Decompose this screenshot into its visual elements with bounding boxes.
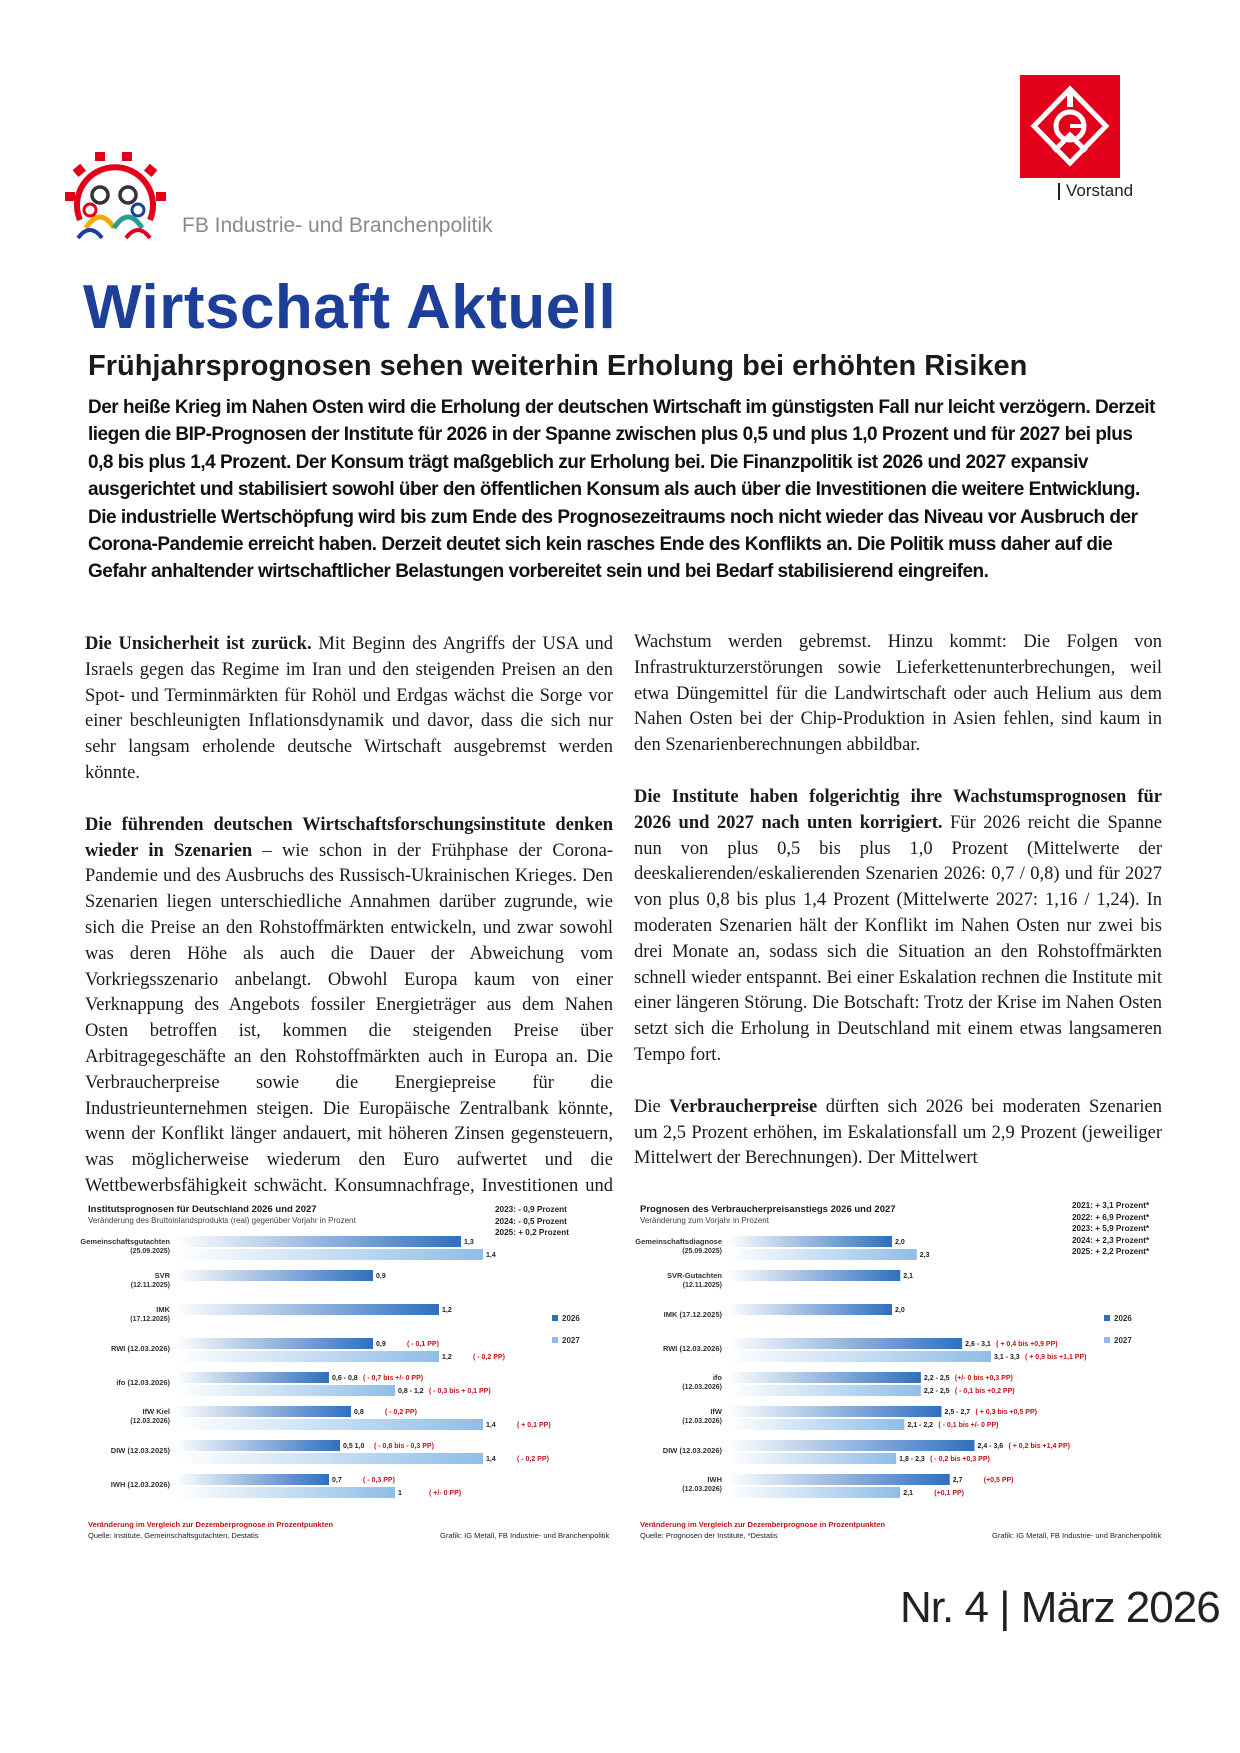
paragraph-continuation-text — [634, 629, 1162, 759]
chart-footnote: Veränderung im Vergleich zur Dezemberprognose in Prozentpunkten — [640, 1520, 886, 1529]
body-paragraph — [85, 632, 613, 787]
bar-value-2027: 1,4 — [486, 1456, 496, 1463]
paragraph-lead-in: Die Institute haben folgerichtig ihre Wachstumsprognosen für 2026 und 2027 nach unten korrigiert. — [634, 787, 1162, 833]
paragraph-text: Die — [634, 1096, 670, 1117]
bar-value-2026: 2,4 - 3,6 — [977, 1443, 1004, 1450]
bar-2027 — [175, 1249, 483, 1260]
chart-subtitle: Veränderung zum Vorjahr in Prozent — [640, 1216, 769, 1225]
bar-2026 — [175, 1304, 439, 1315]
bar-2026 — [175, 1372, 329, 1383]
bar-value-2026: 2,7 — [952, 1477, 963, 1484]
chart-title: Prognosen des Verbraucherpreisanstiegs 2026 und 2027 — [640, 1204, 896, 1215]
body-paragraph-continued — [634, 629, 1162, 759]
bar-value-2027: 2,2 - 2,5 — [923, 1388, 950, 1395]
chart-note: 2024: + 2,3 Prozent* — [1072, 1235, 1150, 1245]
bar-value-2027: 2,1 - 2,2 — [907, 1422, 934, 1429]
change-label-2026: ( - 0,3 PP) — [363, 1477, 395, 1484]
legend-label-2026: 2026 — [562, 1314, 580, 1323]
legend-label-2027: 2027 — [1114, 1336, 1132, 1345]
bar-value-2027: 1,2 — [442, 1354, 452, 1361]
change-label-2026: ( - 0,1 PP) — [407, 1341, 439, 1348]
bar-2026 — [727, 1304, 892, 1315]
change-label-2026: ( + 0,4 bis +0,9 PP) — [996, 1341, 1058, 1348]
category-date: (25.09.2025) — [130, 1248, 170, 1255]
bar-value-2027: 2,1 — [903, 1490, 913, 1497]
category-date: (12.03.2026) — [682, 1486, 722, 1493]
chart-note: 2022: + 6,9 Prozent* — [1072, 1212, 1150, 1222]
change-label-2026: ( - 0,7 bis +/- 0 PP) — [363, 1375, 424, 1382]
bar-value-2027: 1 — [398, 1490, 402, 1497]
paragraph-text: – wie schon in der Frühphase der Corona-Pandemie und des Ausbruchs des Russisch-Ukrainischen Krieges. Den Szenarien liegen unterschiedliche Annahmen darüber zugrunde, wie sich die Preise an den Rohstoffmärkten entwickeln, und zwar sowohl was deren Höhe als auch die Dauer der Abweichung vom Vorkriegsszenario anbelangt. Obwohl Europa kaum von einer Verknappung des Angebots fossiler Energieträger aus dem Nahen Osten betroffen ist, kommen die steigenden Preise über Arbitragegeschäfte an den Rohstoffmärkten auch in Europa an. Die Verbraucherpreise sowie die Energiepreise für die Industrieunternehmen steigen. Die Europäische Zentralbank könnte, wenn der Konflikt länger andauert, mit höheren Zinsen gegensteuern, was möglicherweise wiederum den Euro aufwertet und die Wettbewerbsfähigkeit schwächt. Konsumnachfrage, Investitionen und — [85, 840, 613, 1196]
category-label: IWH (12.03.2026) — [110, 1480, 170, 1489]
bar-value-2027: 3,1 - 3,3 — [994, 1354, 1020, 1361]
chart-credit: Grafik: IG Metall, FB Industrie- und Branchenpolitik — [992, 1531, 1162, 1540]
bar-2026 — [175, 1440, 340, 1451]
bar-value-2026: 2,0 — [895, 1239, 905, 1246]
body-paragraph — [634, 1095, 1162, 1172]
chart-source: Quelle: Institute, Gemeinschaftsgutachten, Destatis — [88, 1531, 259, 1540]
bar-2027 — [175, 1487, 395, 1498]
bar-value-2026: 1,3 — [464, 1239, 474, 1246]
change-label-2027: ( - 0,3 bis + 0,1 PP) — [429, 1388, 491, 1395]
category-label: IMK — [156, 1305, 170, 1314]
category-label: Gemeinschaftsgutachten — [80, 1237, 170, 1246]
paragraph-keyword: Verbraucherpreise — [669, 1096, 818, 1117]
category-label: SVR — [154, 1271, 170, 1280]
bar-value-2026: 0,6 - 0,8 — [332, 1375, 358, 1382]
bar-2026 — [175, 1270, 373, 1281]
chart-source: Quelle: Prognosen der Institute, *Destatis — [640, 1531, 778, 1540]
category-label: RWI (12.03.2026) — [662, 1344, 722, 1353]
category-label: IWH — [707, 1475, 722, 1484]
chart-subtitle: Veränderung des Bruttoinlandsprodukts (real) gegenüber Vorjahr in Prozent — [88, 1216, 356, 1225]
change-label-2027: ( - 0,2 PP) — [517, 1456, 549, 1463]
bar-2027 — [727, 1487, 900, 1498]
ig-metall-logo-mark — [1020, 75, 1120, 178]
category-label: Gemeinschaftsdiagnose — [635, 1237, 722, 1246]
paragraph-text: Für 2026 reicht die Spanne nun von plus 0,5 bis plus 1,0 Prozent (Mittelwerte der deeskalierenden/eskalierenden Szenarien 2026: 0,7 / 0,8) und für 2027 von plus 0,8 bis plus 1,4 Prozent (Mittelwerte 2027: 1,16 / 1,24). In moderaten Szenarien hält der Konflikt im Nahen Osten nur zwei bis drei Monate an, sodass sich die Situation an den Rohstoffmärkten schnell wieder entspannt. Bei einer Eskalation rechnen die Institute mit einer längeren Störung. Die Botschaft: Trotz der Krise im Nahen Osten setzt sich die Erholung in Deutschland mit einem etwas langsameren Tempo fort. — [634, 812, 1162, 1065]
paragraph-text: Wachstum werden gebremst. Hinzu kommt: Die Folgen von Infrastrukturzerstörungen sowie Lieferkettenunterbrechungen, weil etwa Düngemittel für die Landwirtschaft oder auch Helium aus dem Nahen Osten bei der Chip-Produktion in Asien fehlen, sind kaum in den Szenarienberechnungen abbildbar. — [634, 631, 1162, 756]
paragraph-lead-in: Die Unsicherheit ist zurück. — [85, 634, 312, 654]
bar-2027 — [727, 1453, 896, 1464]
bar-value-2026: 2,1 — [903, 1273, 913, 1280]
bar-2027 — [727, 1385, 921, 1396]
bar-2026 — [175, 1338, 373, 1349]
change-label-2026: ( - 0,8 bis - 0,3 PP) — [374, 1443, 434, 1450]
category-label: IfW — [710, 1407, 722, 1416]
bar-2026 — [727, 1372, 921, 1383]
category-date: (12.03.2026) — [682, 1418, 722, 1425]
gear-people-icon — [60, 150, 170, 250]
category-label: SVR-Gutachten — [666, 1271, 722, 1280]
ig-metall-logo — [1020, 75, 1120, 178]
gdp-forecast-chart — [80, 1200, 610, 1550]
chart-footnote: Veränderung im Vergleich zur Dezemberprognose in Prozentpunkten — [88, 1520, 334, 1529]
chart-note: 2024: - 0,5 Prozent — [495, 1216, 567, 1226]
legend-swatch-2027 — [552, 1337, 558, 1343]
change-label-2027: ( - 0,1 bis +0,2 PP) — [954, 1388, 1015, 1395]
chart-note: 2021: + 3,1 Prozent* — [1072, 1201, 1150, 1210]
bar-2027 — [727, 1249, 917, 1260]
change-label-2026: ( + 0,3 bis +0,5 PP) — [975, 1409, 1037, 1416]
bar-2026 — [175, 1236, 461, 1247]
bar-2026 — [727, 1338, 962, 1349]
change-label-2026: (+0,5 PP) — [983, 1477, 1014, 1484]
category-date: (17.12.2025) — [130, 1316, 170, 1323]
issue-number: Nr. 4 | März 2026 — [900, 1583, 1220, 1632]
bar-2027 — [727, 1419, 904, 1430]
chart-note: 2025: + 0,2 Prozent — [495, 1228, 569, 1237]
page-subtitle: Frühjahrsprognosen sehen weiterhin Erholung bei erhöhten Risiken — [88, 350, 1028, 382]
category-date: (25.09.2025) — [682, 1248, 722, 1255]
bar-2026 — [727, 1270, 900, 1281]
bar-value-2027: 1,4 — [486, 1422, 496, 1429]
category-date: (12.11.2025) — [130, 1282, 170, 1289]
bar-value-2026: 2,0 — [895, 1307, 905, 1314]
bar-value-2026: 2,5 - 2,7 — [944, 1409, 971, 1416]
legend-label-2026: 2026 — [1114, 1314, 1132, 1323]
chart-note: 2025: + 2,2 Prozent* — [1072, 1247, 1150, 1256]
chart-title: Institutsprognosen für Deutschland 2026 und 2027 — [88, 1204, 317, 1215]
cpi-forecast-chart — [632, 1200, 1162, 1550]
legend-label-2027: 2027 — [562, 1336, 580, 1345]
bar-value-2026: 2,6 - 3,1 — [965, 1341, 991, 1348]
bar-2027 — [727, 1351, 991, 1362]
bar-2026 — [727, 1440, 975, 1451]
body-paragraph — [634, 785, 1162, 1069]
bar-2026 — [175, 1474, 329, 1485]
bar-2027 — [175, 1419, 483, 1430]
change-label-2026: (+/- 0 bis +0,3 PP) — [954, 1375, 1013, 1382]
change-label-2027: ( - 0,2 PP) — [473, 1354, 505, 1361]
bar-2027 — [175, 1453, 483, 1464]
category-label: IMK (17.12.2025) — [663, 1310, 722, 1319]
bar-value-2026: 0,7 — [332, 1477, 342, 1484]
bar-2026 — [727, 1236, 892, 1247]
bar-value-2026: 0,9 — [376, 1341, 386, 1348]
bar-2027 — [175, 1351, 439, 1362]
paragraph-text: dürften sich 2026 bei moderaten Szenarien um 2,5 Prozent erhöhen, im Eskalationsfall um 2,9 Prozent (jeweiliger Mittelwert der Berechnungen). Der Mittelwert — [634, 1096, 1162, 1169]
bar-value-2027: 2,3 — [919, 1252, 930, 1259]
bar-value-2026: 0,9 — [376, 1273, 386, 1280]
legend-swatch-2026 — [552, 1315, 558, 1321]
body-paragraph — [85, 813, 613, 1199]
change-label-2027: (+0,1 PP) — [934, 1490, 965, 1497]
category-label: DIW (12.03.2025) — [110, 1446, 170, 1455]
gdp-chart-plot — [80, 1200, 610, 1520]
lead-paragraph: Der heiße Krieg im Nahen Osten wird die Erholung der deutschen Wirtschaft im günstigsten Fall nur leicht verzögern. Derzeit liegen die BIP-Prognosen der Institute für 2026 in der Spanne zwischen plus 0,5 und plus 1,0 Prozent und für 2027 bei plus 0,8 bis plus 1,4 Prozent. Der Konsum trägt maßgeblich zur Erholung bei. Die Finanzpolitik ist 2026 und 2027 expansiv ausgerichtet und stabilisiert sowohl über den öffentlichen Konsum als auch über die Investitionen die weitere Entwicklung. Die industrielle Wertschöpfung wird bis zum Ende des Prognosezeitraums noch nicht wieder das Niveau vor Ausbruch der Corona-Pandemie erreicht haben. Derzeit deutet sich kein rasches Ende des Konflikts an. Die Politik muss daher auf die Gefahr anhaltender wirtschaftlicher Belastungen vorbereitet sein und bei Bedarf stabilisierend eingreifen. — [88, 397, 1155, 583]
page-title: Wirtschaft Aktuell — [83, 273, 617, 342]
paragraph-lead-in: Die führenden deutschen Wirtschaftsforschungsinstitute denken wieder in Szenarien — [85, 814, 613, 861]
fb-industrie-logo — [60, 150, 170, 250]
bar-2026 — [727, 1406, 942, 1417]
change-label-2026: ( - 0,2 PP) — [385, 1409, 417, 1416]
category-label: RWI (12.03.2026) — [110, 1344, 170, 1353]
org-unit-label: Vorstand — [1066, 181, 1134, 200]
category-date: (12.03.2026) — [130, 1418, 170, 1425]
bar-value-2027: 1,8 - 2,3 — [899, 1456, 925, 1463]
change-label-2027: ( - 0,1 bis +/- 0 PP) — [938, 1422, 999, 1429]
chart-note: 2023: + 5,9 Prozent* — [1072, 1224, 1150, 1233]
bar-value-2026: 2,2 - 2,5 — [923, 1375, 950, 1382]
bar-value-2026: 0,5 1,0 — [343, 1443, 365, 1450]
bar-value-2026: 0,8 — [354, 1409, 364, 1416]
bar-value-2026: 1,2 — [442, 1307, 452, 1314]
category-label: IfW Kiel — [142, 1407, 170, 1416]
bar-2026 — [727, 1474, 950, 1485]
change-label-2027: ( - 0,2 bis +0,3 PP) — [930, 1456, 990, 1463]
change-label-2027: ( + 0,9 bis +1,1 PP) — [1025, 1354, 1087, 1361]
paragraph-text: Mit Beginn des Angriffs der USA und Israels gegen das Regime im Iran und den steigenden Preisen an den Spot- und Terminmärkten für Rohöl und Erdgas wächst die Sorge vor einer beschleunigten Inflationsdynamik und davor, dass die sich nur sehr langsam erholende deutsche Wirtschaft ausgebremst werden könnte. — [85, 634, 613, 783]
bar-value-2027: 1,4 — [486, 1252, 496, 1259]
category-date: (12.11.2025) — [682, 1282, 722, 1289]
cpi-chart-plot — [632, 1200, 1162, 1520]
department-label: FB Industrie- und Branchenpolitik — [182, 214, 493, 237]
legend-swatch-2027 — [1104, 1337, 1110, 1343]
change-label-2027: ( + 0,1 PP) — [517, 1422, 551, 1429]
change-label-2026: ( + 0,2 bis +1,4 PP) — [1008, 1443, 1070, 1450]
chart-note: 2023: - 0,9 Prozent — [495, 1205, 567, 1214]
category-date: (12.03.2026) — [682, 1384, 722, 1391]
body-column-left — [85, 632, 613, 1225]
chart-credit: Grafik: IG Metall, FB Industrie- und Branchenpolitik — [440, 1531, 610, 1540]
change-label-2027: ( +/- 0 PP) — [429, 1490, 462, 1497]
body-column-right — [634, 632, 1162, 1198]
category-label: ifo (12.03.2026) — [116, 1378, 170, 1387]
category-label: DIW (12.03.2026) — [662, 1446, 722, 1455]
bar-2027 — [175, 1385, 395, 1396]
bar-value-2027: 0,8 - 1,2 — [398, 1388, 424, 1395]
legend-swatch-2026 — [1104, 1315, 1110, 1321]
category-label: ifo — [712, 1373, 722, 1382]
bar-2026 — [175, 1406, 351, 1417]
